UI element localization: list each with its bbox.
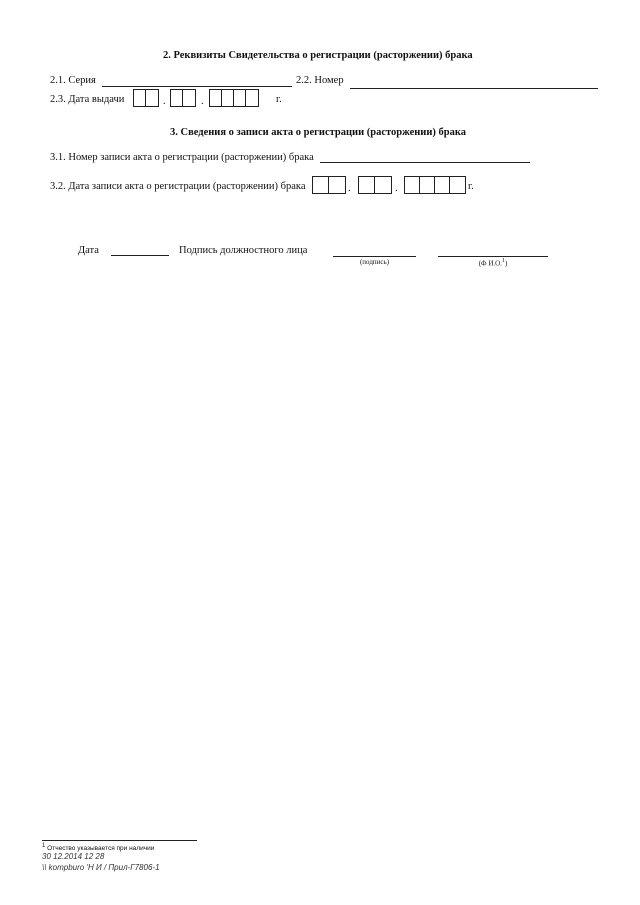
digit-cell[interactable] xyxy=(134,90,146,106)
digit-cell[interactable] xyxy=(146,90,158,106)
official-signature-label: Подпись должностного лица xyxy=(179,245,308,256)
number-label: 2.2. Номер xyxy=(296,75,344,86)
series-field[interactable] xyxy=(102,86,292,87)
digit-cell[interactable] xyxy=(405,177,420,193)
digit-cell[interactable] xyxy=(435,177,450,193)
digit-cell[interactable] xyxy=(222,90,234,106)
timestamp: 30 12.2014 12 28 xyxy=(42,852,105,861)
fio-caption-text: (Ф И.О. xyxy=(478,259,502,268)
footnote-divider xyxy=(42,840,197,841)
digit-cell[interactable] xyxy=(171,90,183,106)
digit-cell[interactable] xyxy=(234,90,246,106)
issue-day-cells[interactable] xyxy=(133,89,159,107)
year-suffix: г. xyxy=(276,94,282,105)
signature-field[interactable] xyxy=(333,256,416,257)
digit-cell[interactable] xyxy=(329,177,345,193)
date-field[interactable] xyxy=(111,255,169,256)
digit-cell[interactable] xyxy=(246,90,258,106)
footnote-mark: 1 xyxy=(42,843,46,849)
issue-year-cells[interactable] xyxy=(209,89,259,107)
date-separator: . xyxy=(395,183,398,194)
number-field[interactable] xyxy=(350,88,598,89)
digit-cell[interactable] xyxy=(375,177,391,193)
digit-cell[interactable] xyxy=(183,90,195,106)
fio-footnote-mark: 1 xyxy=(501,258,505,264)
date-label: Дата xyxy=(78,245,99,256)
issue-date-label: 2.3. Дата выдачи xyxy=(50,94,125,105)
fio-caption xyxy=(438,258,548,267)
fio-field[interactable] xyxy=(438,256,548,257)
record-number-field[interactable] xyxy=(320,162,530,163)
issue-month-cells[interactable] xyxy=(170,89,196,107)
record-day-cells[interactable] xyxy=(312,176,346,194)
digit-cell[interactable] xyxy=(420,177,435,193)
date-separator: . xyxy=(201,96,204,107)
date-separator: . xyxy=(348,183,351,194)
year-suffix: г. xyxy=(468,181,474,192)
digit-cell[interactable] xyxy=(210,90,222,106)
footnote-text: Отчество указывается при наличии xyxy=(47,845,155,853)
record-number-label: 3.1. Номер записи акта о регистрации (расторжении) брака xyxy=(50,152,314,163)
digit-cell[interactable] xyxy=(359,177,375,193)
series-label: 2.1. Серия xyxy=(50,75,96,86)
digit-cell[interactable] xyxy=(313,177,329,193)
section-2-heading: 2. Реквизиты Свидетельства о регистрации (расторжении) брака xyxy=(163,50,473,61)
signature-caption: (подпись) xyxy=(359,258,390,266)
section-3-heading: 3. Сведения о записи акта о регистрации (расторжении) брака xyxy=(170,127,466,138)
record-month-cells[interactable] xyxy=(358,176,392,194)
record-date-label: 3.2. Дата записи акта о регистрации (расторжении) брака xyxy=(50,181,306,192)
date-separator: . xyxy=(163,96,166,107)
record-year-cells[interactable] xyxy=(404,176,466,194)
file-reference: \\ kompburo 'Н И / Прил-Г7806-1 xyxy=(42,863,160,872)
fio-caption-end: ) xyxy=(504,259,508,268)
digit-cell[interactable] xyxy=(450,177,465,193)
footnote xyxy=(42,843,154,852)
